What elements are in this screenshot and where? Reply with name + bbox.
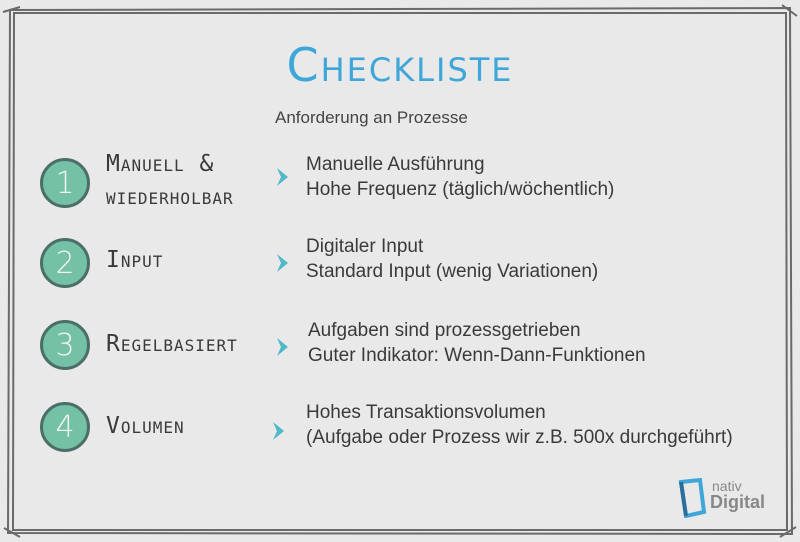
checklist-item — [0, 234, 800, 304]
chevron-right-icon — [274, 252, 292, 274]
number-badge: 3 — [40, 320, 90, 370]
logo-mark-icon — [678, 478, 708, 518]
checklist-item — [0, 148, 800, 218]
item-heading: Input — [106, 247, 164, 273]
item-description: Manuelle Ausführung Hohe Frequenz (täglich/wöchentlich) — [306, 154, 615, 200]
checklist-item — [0, 316, 800, 386]
nativ-digital-logo — [678, 478, 768, 518]
item-description: Aufgaben sind prozessgetrieben Guter Indikator: Wenn-Dann-Funktionen — [308, 320, 646, 366]
item-description: Hohes Transaktionsvolumen (Aufgabe oder Prozess wir z.B. 500x durchgeführt) — [306, 402, 733, 448]
item-heading: Regelbasiert — [106, 331, 238, 357]
logo-text-nativ: nativ — [712, 478, 742, 494]
item-description: Digitaler Input Standard Input (wenig Variationen) — [306, 236, 599, 282]
item-heading: Manuell & wiederholbar — [106, 151, 234, 210]
checklist-item — [0, 398, 800, 468]
number-badge: 1 — [40, 158, 90, 208]
page-subtitle: Anforderung an Prozesse — [275, 108, 468, 127]
logo-text-digital: Digital — [710, 492, 766, 512]
chevron-right-icon — [274, 336, 292, 358]
number-badge: 4 — [40, 402, 90, 452]
page-title: Checkliste — [286, 38, 514, 92]
chevron-right-icon — [274, 166, 292, 188]
number-badge: 2 — [40, 238, 90, 288]
item-heading: Volumen — [106, 413, 185, 439]
chevron-right-icon — [270, 420, 288, 442]
